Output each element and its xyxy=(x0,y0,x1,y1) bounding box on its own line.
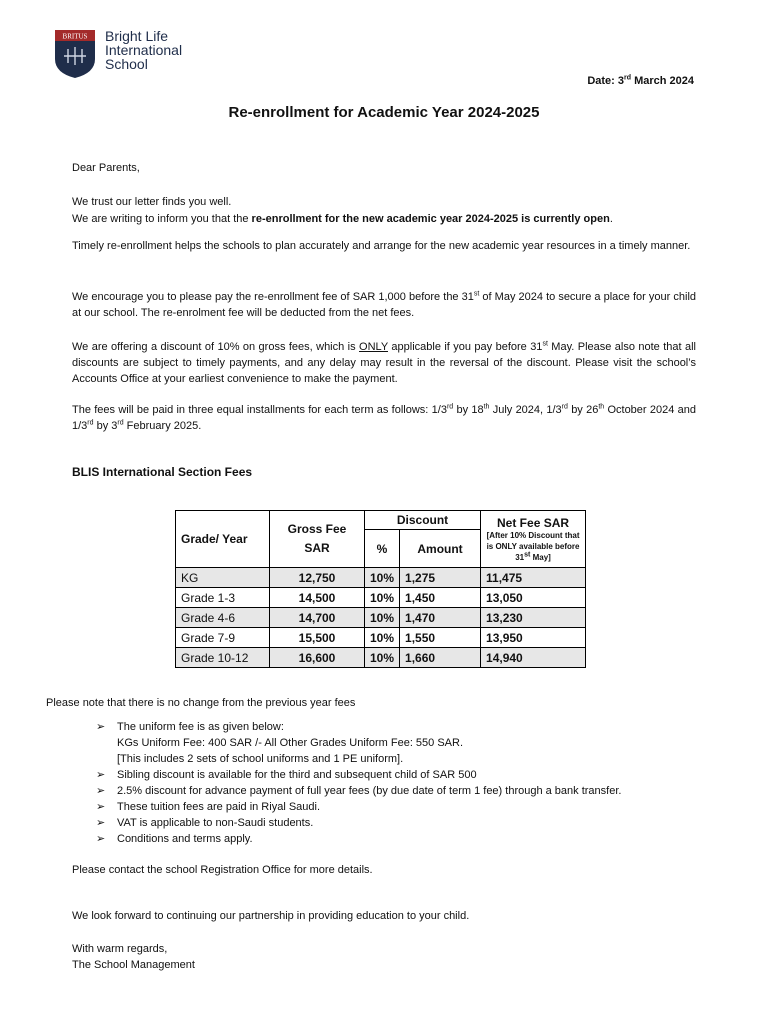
school-name xyxy=(105,29,182,71)
table-row xyxy=(176,588,586,608)
amount-cell: 1,275 xyxy=(400,568,481,588)
arrow-bullet-icon: ➢ xyxy=(96,833,106,845)
grade-cell: KG xyxy=(176,568,270,588)
paragraph-6: The fees will be paid in three equal installments for each term as follows: 1/3rd by 18th July 2024, 1/3rd by 26th October 2024 and 1/3rd by 3rd February 2025. xyxy=(72,403,696,432)
amount-cell: 1,470 xyxy=(400,608,481,628)
grade-cell: Grade 10-12 xyxy=(176,648,270,668)
arrow-bullet-icon: ➢ xyxy=(96,785,106,797)
arrow-bullet-icon: ➢ xyxy=(96,769,106,781)
paragraph-4: We encourage you to please pay the re-enrollment fee of SAR 1,000 before the 31st of May 2024 to secure a place for your child at our school. The re-enrolment fee will be deducted from the net fees. xyxy=(72,290,696,319)
gross-cell: 16,600 xyxy=(270,648,365,668)
header-discount: Discount xyxy=(365,511,481,530)
list-item: ➢ 2.5% discount for advance payment of full year fees (by due date of term 1 fee) through a bank transfer. xyxy=(96,785,622,797)
paragraph-3: Timely re-enrollment helps the schools to plan accurately and arrange for the new academic year resources in a timely manner. xyxy=(72,240,691,252)
list-item: ➢ VAT is applicable to non-Saudi students. xyxy=(96,817,314,829)
list-item: ➢ The uniform fee is as given below: KGs Uniform Fee: 400 SAR /- All Other Grades Uniform Fee: 550 SAR. [This includes 2 sets of school uniforms and 1 PE uniform]. xyxy=(96,721,464,765)
gross-cell: 14,500 xyxy=(270,588,365,608)
greeting: Dear Parents, xyxy=(72,162,140,174)
amount-cell: 1,660 xyxy=(400,648,481,668)
header-net-subtitle: [After 10% Discount that is ONLY available before 31st May] xyxy=(486,530,580,562)
list-item: ➢ Sibling discount is available for the third and subsequent child of SAR 500 xyxy=(96,769,477,781)
percent-cell: 10% xyxy=(365,628,400,648)
school-name-line2: International xyxy=(105,42,183,58)
paragraph-5: We are offering a discount of 10% on gross fees, which is ONLY applicable if you pay before 31st May. Please also note that all discounts are subject to timely payments, and any delay may result in the reversal of the discount. Please visit the school’s Accounts Office at your earliest convenience to make the payment. xyxy=(72,340,696,385)
list-item: ➢ These tuition fees are paid in Riyal Saudi. xyxy=(96,801,321,813)
table-row xyxy=(176,648,586,668)
arrow-bullet-icon: ➢ xyxy=(96,721,106,733)
crest-badge-text: BRITUS xyxy=(62,32,88,41)
paragraph-2: We are writing to inform you that the re-enrollment for the new academic year 2024-2025 is currently open. xyxy=(72,213,613,225)
grade-cell: Grade 7-9 xyxy=(176,628,270,648)
school-name-line3: School xyxy=(105,56,148,72)
grade-cell: Grade 1-3 xyxy=(176,588,270,608)
header-grade: Grade/ Year xyxy=(176,511,270,568)
letter-title: Re-enrollment for Academic Year 2024-2025 xyxy=(228,104,540,121)
school-crest-logo xyxy=(54,29,96,79)
gross-cell: 14,700 xyxy=(270,608,365,628)
net-cell: 13,050 xyxy=(481,588,586,608)
grade-cell: Grade 4-6 xyxy=(176,608,270,628)
fees-table xyxy=(175,510,586,668)
fee-notes-list xyxy=(96,719,736,847)
paragraph-1: We trust our letter finds you well. xyxy=(72,196,232,208)
list-item: ➢ Conditions and terms apply. xyxy=(96,833,253,845)
percent-cell: 10% xyxy=(365,608,400,628)
header-net: Net Fee SAR [After 10% Discount that is ONLY available before 31st May] xyxy=(481,511,586,568)
closing-sentence: We look forward to continuing our partnership in providing education to your child. xyxy=(72,910,470,922)
school-name-line1: Bright Life xyxy=(105,28,169,44)
gross-cell: 15,500 xyxy=(270,628,365,648)
header-gross: Gross Fee SAR xyxy=(270,511,365,568)
net-cell: 13,230 xyxy=(481,608,586,628)
arrow-bullet-icon: ➢ xyxy=(96,801,106,813)
amount-cell: 1,550 xyxy=(400,628,481,648)
net-cell: 14,940 xyxy=(481,648,586,668)
no-change-note: Please note that there is no change from the previous year fees xyxy=(46,697,356,709)
percent-cell: 10% xyxy=(365,568,400,588)
arrow-bullet-icon: ➢ xyxy=(96,817,106,829)
table-row xyxy=(176,608,586,628)
amount-cell: 1,450 xyxy=(400,588,481,608)
gross-cell: 12,750 xyxy=(270,568,365,588)
percent-cell: 10% xyxy=(365,648,400,668)
table-row xyxy=(176,568,586,588)
letter-date: Date: 3rd March 2024 xyxy=(587,74,694,87)
table-row xyxy=(176,628,586,648)
net-cell: 13,950 xyxy=(481,628,586,648)
fees-section-heading: BLIS International Section Fees xyxy=(72,465,253,479)
percent-cell: 10% xyxy=(365,588,400,608)
net-cell: 11,475 xyxy=(481,568,586,588)
contact-note: Please contact the school Registration Office for more details. xyxy=(72,864,373,876)
regards: With warm regards, xyxy=(72,943,168,955)
signoff: The School Management xyxy=(72,959,195,971)
header-amount: Amount xyxy=(400,530,481,568)
header-percent: % xyxy=(365,530,400,568)
